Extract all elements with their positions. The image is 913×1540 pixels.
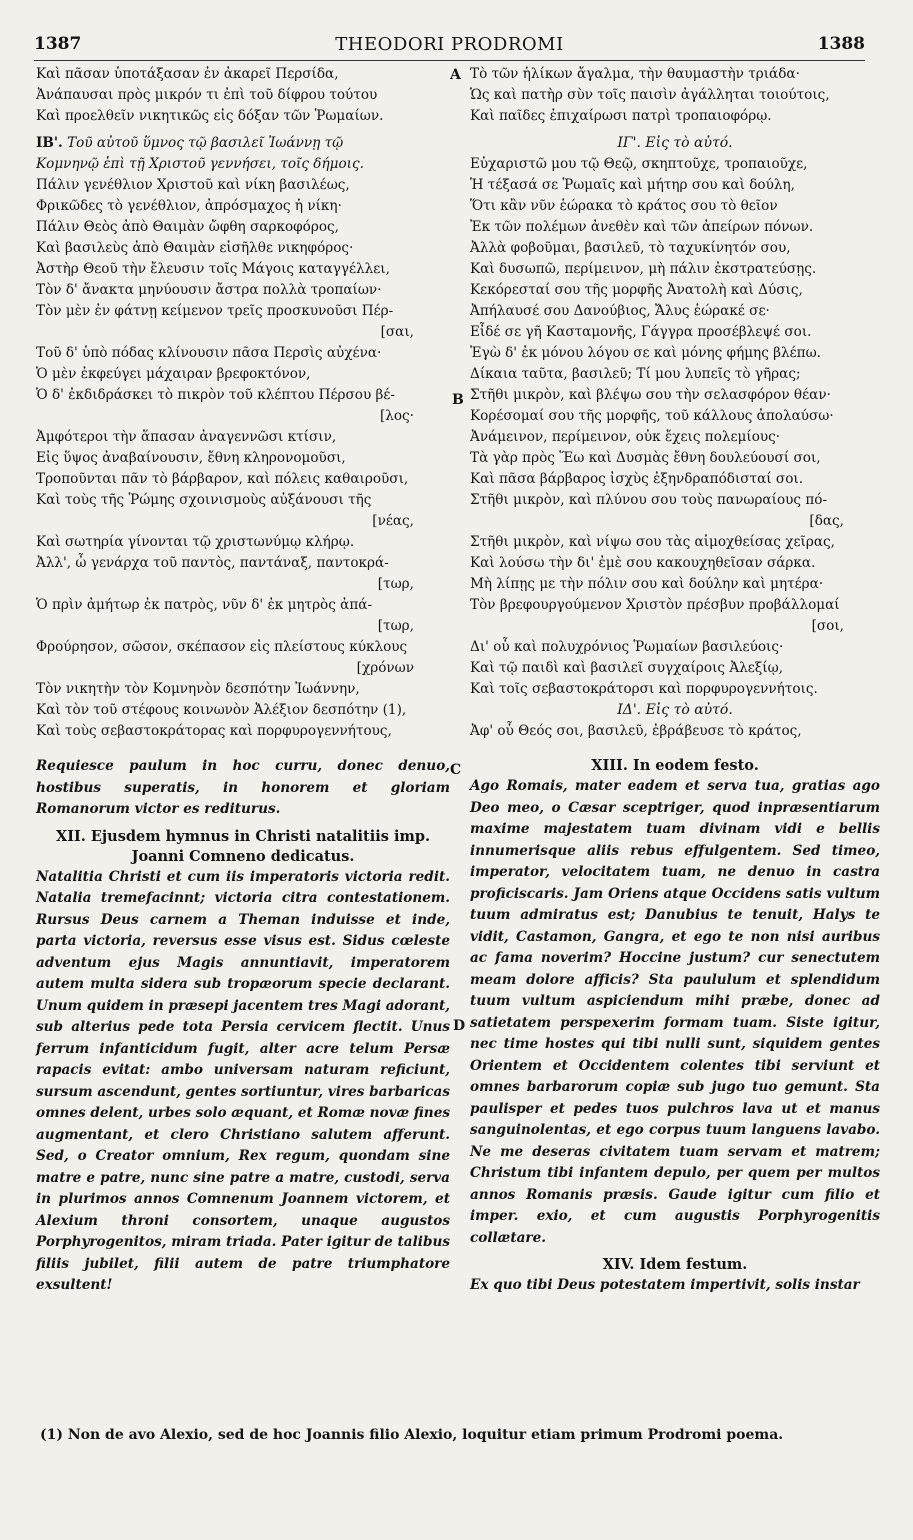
verse-line: Καὶ λούσω τὴν δι' ἐμὲ σου κακουχηθεῖσαν σάρκα.	[470, 555, 816, 571]
verse-line: Ἀνάπαυσαι πρὸς μικρόν τι ἐπὶ τοῦ δίφρου τούτου	[36, 87, 378, 103]
verse-line: Στῆθι μικρὸν, καὶ νίψω σου τὰς αἱμοχθείσας χεῖρας,	[470, 534, 835, 550]
verse-line: Εἶδέ σε γῆ Κασταμονῆς, Γάγγρα προσέβλεψέ σοι.	[470, 324, 812, 340]
verse-line: Μὴ λίπῃς με τὴν πόλιν σου καὶ δούλην καὶ μητέρα·	[470, 576, 824, 592]
hymn-heading-greek-line2: Κομνηνῷ ἐπὶ τῇ Χριστοῦ γεννήσει, τοῖς δήμοις.	[36, 156, 364, 172]
verse-line: Τὸν νικητὴν τὸν Κομνηνὸν δεσπότην Ἰωάννην,	[36, 681, 360, 697]
hymn-heading-text: Τοῦ αὐτοῦ ὕμνος τῷ βασιλεῖ Ἰωάννῃ τῷ	[67, 135, 344, 151]
verse-line: [τωρ,	[377, 576, 414, 592]
verse-line: Καὶ τοὺς τῆς Ῥώμης σχοινισμοὺς αὐξάνουσι τῆς	[36, 492, 372, 508]
verse-line: Ἡ τέξασά σε Ῥωμαῖς καὶ μήτηρ σου καὶ δούλη,	[470, 177, 795, 193]
verse-line: Ἀμφότεροι τὴν ἅπασαν ἀναγεννῶσι κτίσιν,	[36, 429, 337, 445]
verse-line: Δι' οὗ καὶ πολυχρόνιος Ῥωμαίων βασιλεύοις·	[470, 639, 784, 655]
verse-line: Ὁ μὲν ἐκφεύγει μάχαιραν βρεφοκτόνον,	[36, 366, 311, 382]
verse-line: Ὡς καὶ πατὴρ σὺν τοῖς παισὶν ἀγάλληται τοιούτοις,	[470, 87, 830, 103]
verse-line: Εὐχαριστῶ μου τῷ Θεῷ, σκηπτοῦχε, τροπαιοῦχε,	[470, 156, 808, 172]
section-xiv-heading: XIV. Idem festum.	[602, 1256, 748, 1273]
section-xiii-heading: XIII. In eodem festo.	[591, 757, 759, 774]
right-greek-block-1	[470, 64, 880, 127]
verse-line: Καὶ προελθεῖν νικητικῶς εἰς δόξαν τῶν Ῥωμαίων.	[36, 108, 384, 124]
page-header	[34, 34, 865, 58]
verse-line: Καὶ δυσωπῶ, περίμεινον, μὴ πάλιν ἐκστρατεύσῃς.	[470, 261, 817, 277]
verse-line: Ὅτι κἂν νῦν ἑώρακα τὸ κράτος σου τὸ θεῖον	[470, 198, 778, 214]
right-greek-block-2	[470, 154, 880, 700]
verse-line: Φρούρησον, σῶσον, σκέπασον εἰς πλείστους κύκλους	[36, 639, 408, 655]
header-rule	[34, 60, 865, 61]
verse-line: Τὸ τῶν ἡλίκων ἄγαλμα, τὴν θαυμαστὴν τριάδα·	[470, 66, 800, 82]
verse-line: [σαι,	[380, 324, 414, 340]
verse-line: Ἀλλ', ὦ γενάρχα τοῦ παντὸς, παντάναξ, παντοκρά-	[36, 555, 389, 571]
verse-line: Καὶ τοῖς σεβαστοκράτορσι καὶ πορφυρογεννήτοις.	[470, 681, 818, 697]
verse-line: Ἀστὴρ Θεοῦ τὴν ἔλευσιν τοῖς Μάγοις καταγγέλλει,	[36, 261, 390, 277]
verse-line: Ἐγὼ δ' ἐκ μόνου λόγου σε καὶ μόνης φήμης βλέπω.	[470, 345, 821, 361]
verse-line: Τὰ γὰρ πρὸς Ἕω καὶ Δυσμὰς ἔθνη δουλεύουσί σοι,	[470, 450, 821, 466]
verse-line: [νέας,	[372, 513, 414, 529]
verse-line: Πάλιν γενέθλιον Χριστοῦ καὶ νίκη βασιλέως,	[36, 177, 350, 193]
verse-line: Καὶ πᾶσα βάρβαρος ἰσχὺς ἐξηνδραπόδισταί σοι.	[470, 471, 804, 487]
verse-line: Κορέσομαί σου τῆς μορφῆς, τοῦ κάλλους ἀπολαύσω·	[470, 408, 834, 424]
left-column	[36, 64, 450, 1297]
heading-id: ΙΔ'. Εἰς τὸ αὐτό.	[617, 702, 733, 718]
verse-line: Εἰς ὕψος ἀναβαίνουσιν, ἔθνη κληρονομοῦσι,	[36, 450, 346, 466]
verse-line: Ἀλλὰ φοβοῦμαι, βασιλεῦ, τὸ ταχυκίνητόν σου,	[470, 240, 791, 256]
section-xii-heading: XII. Ejusdem hymnus in Christi natalitiis imp.	[55, 827, 431, 845]
verse-line: Φρικῶδες τὸ γενέθλιον, ἀπρόσμαχος ἡ νίκη·	[36, 198, 342, 214]
verse-line: [δας,	[809, 513, 844, 529]
verse-line: Τὸν μὲν ἐν φάτνῃ κείμενον τρεῖς προσκυνοῦσι Πέρ-	[36, 303, 394, 319]
hymn-heading-greek	[36, 133, 450, 154]
verse-line: Ὁ πρὶν ἀμήτωρ ἐκ πατρὸς, νῦν δ' ἐκ μητρὸς ἀπά-	[36, 597, 373, 613]
margin-marker-b: B	[452, 392, 464, 408]
verse-line: Πάλιν Θεὸς ἀπὸ Θαιμὰν ὤφθη σαρκοφόρος,	[36, 219, 339, 235]
running-title: THEODORI PRODROMI	[335, 34, 564, 55]
verse-line: Τοῦ δ' ὑπὸ πόδας κλίνουσιν πᾶσα Περσὶς αὐχένα·	[36, 345, 382, 361]
verse-line: Τὸν βρεφουργούμενον Χριστὸν πρέσβυν προβάλλομαί	[470, 597, 840, 613]
verse-line: Ὁ δ' ἐκδιδράσκει τὸ πικρὸν τοῦ κλέπτου Πέρσου βέ-	[36, 387, 396, 403]
page-number-left: 1387	[34, 34, 82, 54]
right-greek-line-3: Ἀφ' οὗ Θεός σοι, βασιλεῦ, ἐβράβευσε τὸ κράτος,	[470, 723, 802, 739]
verse-line: Καὶ τὸν τοῦ στέφους κοινωνὸν Ἀλέξιον δεσπότην (1),	[36, 702, 407, 718]
margin-marker-d: D	[453, 1018, 466, 1034]
verse-line: Καὶ σωτηρία γίνονται τῷ χριστωνύμῳ κλήρῳ.	[36, 534, 355, 550]
latin-translation-1: Requiesce paulum in hoc curru, donec denuo, hostibus superatis, in honorem et gloriam Romanorum victor es rediturus.	[36, 758, 450, 817]
latin-translation-3: Ago Romais, mater eadem et serva tua, gratias ago Deo meo, o Cæsar sceptriger, quod inpræsentiarum maxime majestatem tuam divinam vidi e bellis innumerisque aliis rebus effulgentem. Sed timeo, imperator, velocitatem tuam, ne denuo in castra proficiscaris. Jam Oriens atque Occidens satis vultum tuum admiratus est; Danubius te tenuit, Halys te vidit, Castamon, Gangra, et ego te non nisi auribus ac fama noverim? Hoccine justum? cur senectutem meam dolore afficis? Sta paululum et splendidum tuum vultum aspiciendum mihi præbe, donec ad satietatem perspexerim formam tuam. Siste igitur, nec time hostes qui tibi nulli sunt, siquidem gentes Orientem et Occidentem colentes tibi serviunt et omnes barbarorum copiæ sub jugo tuo gemunt. Sta paulisper et pedes tuos pulchros lava ut et manus sanguinolentas, et ego corpus tuum languens lavabo. Ne me deseras civitatem tuam servam et matrem; Christum tibi infantem depulo, per quem per multos annos Romanis præsis. Gaude igitur cum filio et imper. exio, et cum augustis Porphyrogenitis collætare.	[470, 778, 880, 1246]
verse-line: Τὸν δ' ἄνακτα μηνύουσιν ἄστρα πολλὰ τροπαίων·	[36, 282, 382, 298]
verse-line: Καὶ τοὺς σεβαστοκράτορας καὶ πορφυρογεννήτους,	[36, 723, 392, 739]
verse-line: Καὶ βασιλεὺς ἀπὸ Θαιμὰν εἰσῆλθε νικηφόρος·	[36, 240, 354, 256]
margin-marker-a: A	[450, 67, 461, 83]
verse-line: [τωρ,	[377, 618, 414, 634]
section-xii-heading-line2: Joanni Comneno dedicatus.	[131, 847, 355, 865]
footnote: (1) Non de avo Alexio, sed de hoc Joannis filio Alexio, loquitur etiam primum Prodromi poema.	[40, 1427, 784, 1443]
left-greek-block-1	[36, 64, 450, 127]
verse-line: Στῆθι μικρὸν, καὶ πλύνου σου τοὺς πανωραίους πό-	[470, 492, 828, 508]
verse-line: Καὶ παῖδες ἐπιχαίρωσι πατρὶ τροπαιοφόρῳ.	[470, 108, 772, 124]
latin-translation-2: Natalitia Christi et cum iis imperatoris victoria redit. Natalia tremefacinnt; victoria citra contestationem. Rursus Deus carnem a Theman induisse et inde, parta victoria, reversus esse visus est. Sidus cœleste adventum ejus Magis annuntiavit, imperatorem autem multa sidera sub tropæorum specie declarant. Unum quidem in præsepi jacentem tres Magi adorant, sub alterius pede tota Persia cervicem flectit. Unus ferrum infanticidum fugit, alter acre telum Persæ rapacis evitat: ambo universam naturam reficiunt, sursum ascendunt, gentes sortiuntur, vires barbaricas omnes delent, urbes solo æquant, et Romæ novæ fines augmentant, et clero Christiano salutem afferunt. Sed, o Creator omnium, Rex regum, quondam sine matre e patre, nunc sine patre a matre, custodi, serva in plurimos annos Comnenum Joannem victorem, et Alexium throni consortem, unaque augustos Porphyrogenitos, miram triada. Pater igitur de talibus filiis jubilet, filii autem de patre triumphatore exsultent!	[36, 868, 450, 1293]
verse-line: Ἐκ τῶν πολέμων ἀνεθὲν καὶ τῶν ἀπείρων πόνων.	[470, 219, 814, 235]
verse-line: Ἀνάμεινον, περίμεινον, οὐκ ἔχεις πολεμίους·	[470, 429, 781, 445]
latin-translation-4: Ex quo tibi Deus potestatem impertivit, solis instar	[470, 1277, 860, 1293]
verse-line: [χρόνων	[356, 660, 414, 676]
verse-line: Ἀπήλαυσέ σου Δανούβιος, Ἄλυς ἑώρακέ σε·	[470, 303, 770, 319]
verse-line: [σοι,	[811, 618, 844, 634]
page-number-right: 1388	[817, 34, 865, 54]
heading-ig: ΙΓ'. Εἰς τὸ αὐτό.	[617, 135, 733, 151]
verse-line: Καὶ τῷ παιδὶ καὶ βασιλεῖ συγχαίροις Ἀλεξίῳ,	[470, 660, 784, 676]
verse-line: Τροποῦνται πᾶν τὸ βάρβαρον, καὶ πόλεις καθαιροῦσι,	[36, 471, 409, 487]
left-greek-block-2	[36, 175, 450, 742]
verse-line: Δίκαια ταῦτα, βασιλεῦ; Τί μου λυπεῖς τὸ γῆρας;	[470, 366, 801, 382]
verse-line: Στῆθι μικρὸν, καὶ βλέψω σου τὴν σελασφόρον θέαν·	[470, 387, 831, 403]
verse-line: Κεκόρεσταί σου τῆς μορφῆς Ἀνατολὴ καὶ Δύσις,	[470, 282, 803, 298]
right-column	[470, 64, 880, 1297]
verse-line: [λος·	[379, 408, 414, 424]
hymn-heading-number: ΙΒ'.	[36, 135, 63, 151]
verse-line: Καὶ πᾶσαν ὑποτάξασαν ἐν ἀκαρεῖ Περσίδα,	[36, 66, 339, 82]
margin-marker-c: C	[450, 762, 462, 778]
